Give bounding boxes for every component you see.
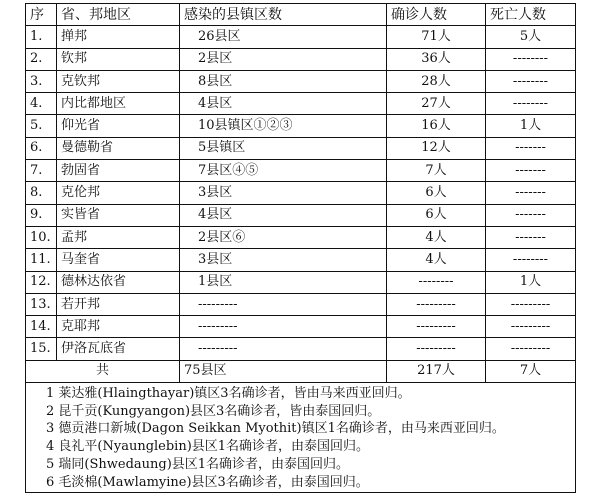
row-no: 11. [26, 249, 57, 271]
row-confirmed: 71人 [387, 26, 486, 48]
table-row [26, 271, 576, 293]
row-no: 12. [26, 271, 57, 293]
table-row [26, 115, 576, 137]
row-deaths: -------- [486, 70, 576, 92]
row-confirmed: 4人 [387, 226, 486, 248]
row-confirmed: 6人 [387, 182, 486, 204]
table-row [26, 226, 576, 248]
row-deaths: -------- [486, 93, 576, 115]
footnote-4: 4 良礼平(Nyaunglebin)县区1名确诊者，由泰国回归。 [46, 439, 370, 455]
table-row [26, 70, 576, 92]
total-label: 共 [26, 360, 180, 382]
row-no: 6. [26, 137, 57, 159]
row-region: 实皆省 [57, 204, 180, 226]
row-deaths: 1人 [486, 271, 576, 293]
row-confirmed: --------- [387, 338, 486, 360]
row-deaths: -------- [486, 249, 576, 271]
row-confirmed: 36人 [387, 48, 486, 70]
row-confirmed: -------- [387, 271, 486, 293]
row-deaths: ------- [486, 182, 576, 204]
row-confirmed: --------- [387, 293, 486, 315]
table-row [26, 204, 576, 226]
footnote-3: 3 德贡港口新城(Dagon Seikkan Myothit)镇区1名确诊者，由马来西亚回归。 [46, 421, 505, 437]
row-region: 勃固省 [57, 160, 180, 182]
total-districts: 75县区 [180, 360, 387, 382]
total-confirmed: 217人 [387, 360, 486, 382]
row-no: 7. [26, 160, 57, 182]
table-row [26, 137, 576, 159]
row-no: 8. [26, 182, 57, 204]
row-region: 内比都地区 [57, 93, 180, 115]
row-deaths: -------- [486, 48, 576, 70]
row-no: 5. [26, 115, 57, 137]
row-districts: --------- [180, 316, 387, 338]
footnote-5: 5 瑞同(Shwedaung)县区1名确诊者，由泰国回归。 [46, 456, 350, 472]
row-districts: 2县区 [180, 48, 387, 70]
table-row [26, 293, 576, 315]
row-no: 15. [26, 338, 57, 360]
row-no: 4. [26, 93, 57, 115]
row-confirmed: 7人 [387, 160, 486, 182]
row-no: 3. [26, 70, 57, 92]
header-confirmed: 确诊人数 [387, 4, 486, 26]
row-districts: 3县区 [180, 182, 387, 204]
row-districts: 2县区⑥ [180, 226, 387, 248]
row-deaths: 5人 [486, 26, 576, 48]
row-region: 克耶邦 [57, 316, 180, 338]
row-confirmed: 28人 [387, 70, 486, 92]
header-region: 省、邦地区 [57, 4, 180, 26]
row-districts: 4县区 [180, 204, 387, 226]
row-districts: 8县区 [180, 70, 387, 92]
footnote-1: 1 莱达雅(Hlaingthayar)镇区3名确诊者，皆由马来西亚回归。 [46, 385, 411, 401]
row-districts: 10县镇区①②③ [180, 115, 387, 137]
row-region: 克钦邦 [57, 70, 180, 92]
row-deaths: --------- [486, 338, 576, 360]
row-deaths: --------- [486, 293, 576, 315]
total-deaths: 7人 [486, 360, 576, 382]
table-row [26, 249, 576, 271]
table-row [26, 160, 576, 182]
row-confirmed: --------- [387, 316, 486, 338]
row-districts: 1县区 [180, 271, 387, 293]
row-districts: 7县区④⑤ [180, 160, 387, 182]
row-no: 14. [26, 316, 57, 338]
row-no: 1. [26, 26, 57, 48]
row-region: 若开邦 [57, 293, 180, 315]
row-confirmed: 6人 [387, 204, 486, 226]
row-districts: 4县区 [180, 93, 387, 115]
footnotes-row [26, 382, 576, 492]
table-header-row [26, 4, 576, 26]
row-confirmed: 12人 [387, 137, 486, 159]
footnote-2: 2 昆千贡(Kungyangon)县区3名确诊者，皆由泰国回归。 [46, 403, 381, 419]
row-deaths: ------- [486, 226, 576, 248]
row-region: 曼德勒省 [57, 137, 180, 159]
row-districts: --------- [180, 293, 387, 315]
header-no: 序 [26, 4, 57, 26]
row-region: 德林达依省 [57, 271, 180, 293]
row-districts: --------- [180, 338, 387, 360]
row-districts: 5县镇区 [180, 137, 387, 159]
row-districts: 26县区 [180, 26, 387, 48]
table-row [26, 93, 576, 115]
total-row [26, 360, 576, 382]
table-row [26, 182, 576, 204]
table-row [26, 48, 576, 70]
row-no: 10. [26, 226, 57, 248]
row-no: 9. [26, 204, 57, 226]
row-deaths: ------- [486, 204, 576, 226]
row-deaths: --------- [486, 316, 576, 338]
row-deaths: ------- [486, 160, 576, 182]
row-region: 钦邦 [57, 48, 180, 70]
table-row [26, 338, 576, 360]
row-region: 伊洛瓦底省 [57, 338, 180, 360]
row-deaths: ------- [486, 137, 576, 159]
row-confirmed: 4人 [387, 249, 486, 271]
row-region: 仰光省 [57, 115, 180, 137]
table-row [26, 316, 576, 338]
covid-cases-table [25, 3, 576, 493]
row-region: 掸邦 [57, 26, 180, 48]
row-region: 马奎省 [57, 249, 180, 271]
table-row [26, 26, 576, 48]
footnote-6: 6 毛淡棉(Mawlamyine)县区3名确诊者，由泰国回归。 [46, 474, 369, 490]
row-no: 2. [26, 48, 57, 70]
row-deaths: 1人 [486, 115, 576, 137]
row-districts: 3县区 [180, 249, 387, 271]
row-no: 13. [26, 293, 57, 315]
header-districts: 感染的县镇区数 [180, 4, 387, 26]
footnotes [26, 382, 576, 492]
row-region: 克伦邦 [57, 182, 180, 204]
row-confirmed: 27人 [387, 93, 486, 115]
row-confirmed: 16人 [387, 115, 486, 137]
row-region: 孟邦 [57, 226, 180, 248]
header-deaths: 死亡人数 [486, 4, 576, 26]
